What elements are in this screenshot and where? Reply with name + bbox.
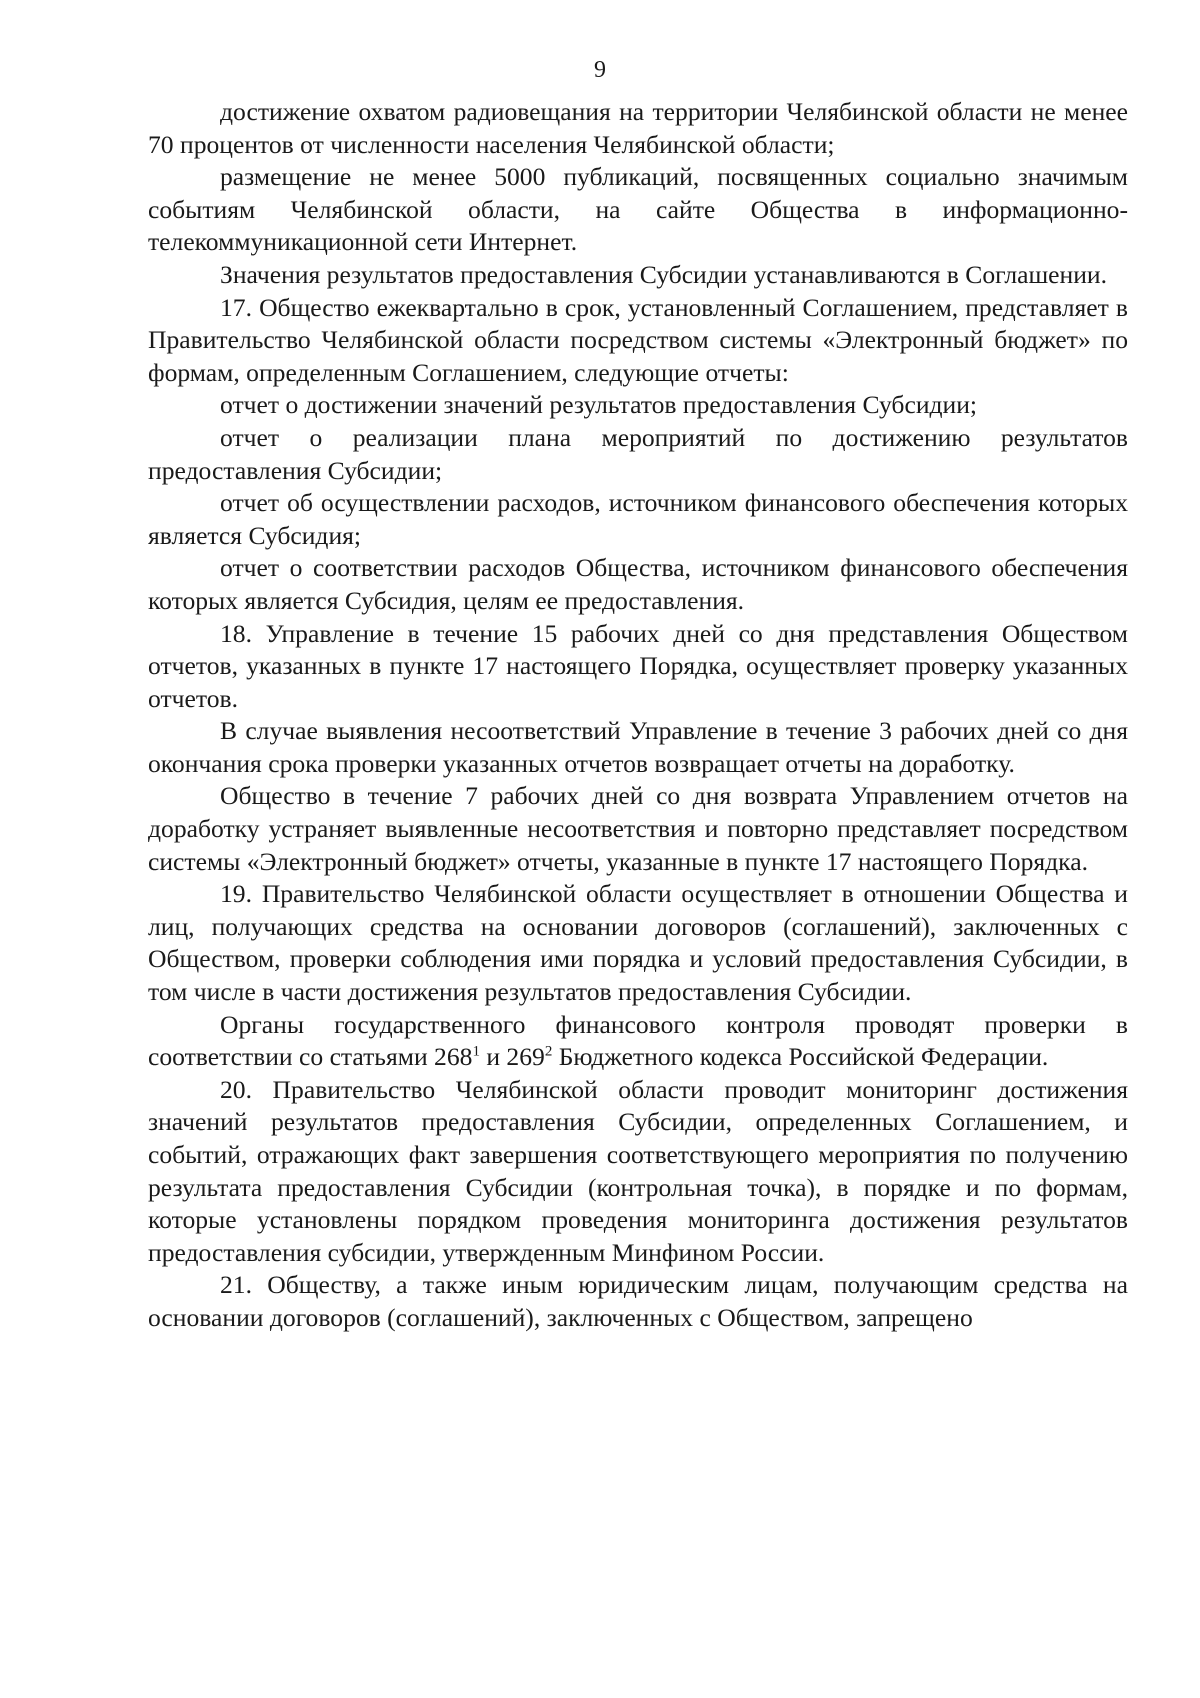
paragraph-financial-control (148, 1009, 1128, 1074)
paragraph-report-plan: отчет о реализации плана мероприятий по достижению результатов предоставления Субсидии; (148, 422, 1128, 485)
paragraph-report-compliance: отчет о соответствии расходов Общества, источником финансового обеспечения которых является Субсидия, целям ее предоставления. (148, 553, 1128, 615)
paragraph-report-achievement: отчет о достижении значений результатов предоставления Субсидии; (220, 390, 978, 420)
superscript-2: 2 (544, 1043, 553, 1060)
paragraph-item-17: 17. Общество ежеквартально в срок, установленный Соглашением, представляет в Правительство Челябинской области посредством системы «Электронный бюджет» по формам, определенным Соглашением, следующие отчеты: (148, 292, 1128, 387)
paragraph-item-18: 18. Управление в течение 15 рабочих дней со дня представления Обществом отчетов, указанных в пункте 17 настоящего Порядка, осуществляет проверку указанных отчетов. (148, 618, 1128, 713)
paragraph-radio-coverage: достижение охватом радиовещания на территории Челябинской области не менее 70 процентов от численности населения Челябинской области; (148, 97, 1128, 159)
paragraph-discrepancies: В случае выявления несоответствий Управление в течение 3 рабочих дней со дня окончания срока проверки указанных отчетов возвращает отчеты на доработку. (148, 716, 1128, 778)
paragraph-rework: Общество в течение 7 рабочих дней со дня возврата Управлением отчетов на доработку устраняет выявленные несоответствия и повторно представляет посредством системы «Электронный бюджет» отчеты, указанные в пункте 17 настоящего Порядка. (148, 781, 1128, 876)
document-body (148, 96, 1128, 1335)
superscript-1: 1 (472, 1043, 480, 1060)
paragraph-publications: размещение не менее 5000 публикаций, посвященных социально значимым событиям Челябинской области, на сайте Общества в информационно-телекоммуникационной сети Интернет. (148, 162, 1128, 257)
control-text-end: Бюджетного кодекса Российской Федерации. (552, 1042, 1049, 1072)
paragraph-result-values: Значения результатов предоставления Субсидии устанавливаются в Соглашении. (220, 259, 1108, 289)
paragraph-item-19: 19. Правительство Челябинской области осуществляет в отношении Общества и лиц, получающих средства на основании договоров (соглашений), заключенных с Обществом, проверки соблюдения ими порядка и условий предоставления Субсидии, в том числе в части достижения результатов предоставления Субсидии. (148, 879, 1128, 1007)
paragraph-report-expenses: отчет об осуществлении расходов, источником финансового обеспечения которых является Субсидия; (148, 488, 1128, 550)
paragraph-item-21: 21. Обществу, а также иным юридическим лицам, получающим средства на основании договоров (соглашений), заключенных с Обществом, запрещено (148, 1270, 1128, 1332)
control-text-middle: и 269 (479, 1042, 545, 1072)
paragraph-item-20: 20. Правительство Челябинской области проводит мониторинг достижения значений результатов предоставления Субсидии, определенных Соглашением, и событий, отражающих факт завершения соответствующего мероприятия по получению результата предоставления Субсидии (контрольная точка), в порядке и по формам, которые установлены порядком проведения мониторинга достижения результатов предоставления субсидии, утвержденным Минфином России. (148, 1074, 1128, 1267)
control-text-start: Органы государственного финансового контроля проводят проверки в соответствии со статьями 268 (148, 1009, 1128, 1072)
page-number: 9 (594, 57, 606, 83)
